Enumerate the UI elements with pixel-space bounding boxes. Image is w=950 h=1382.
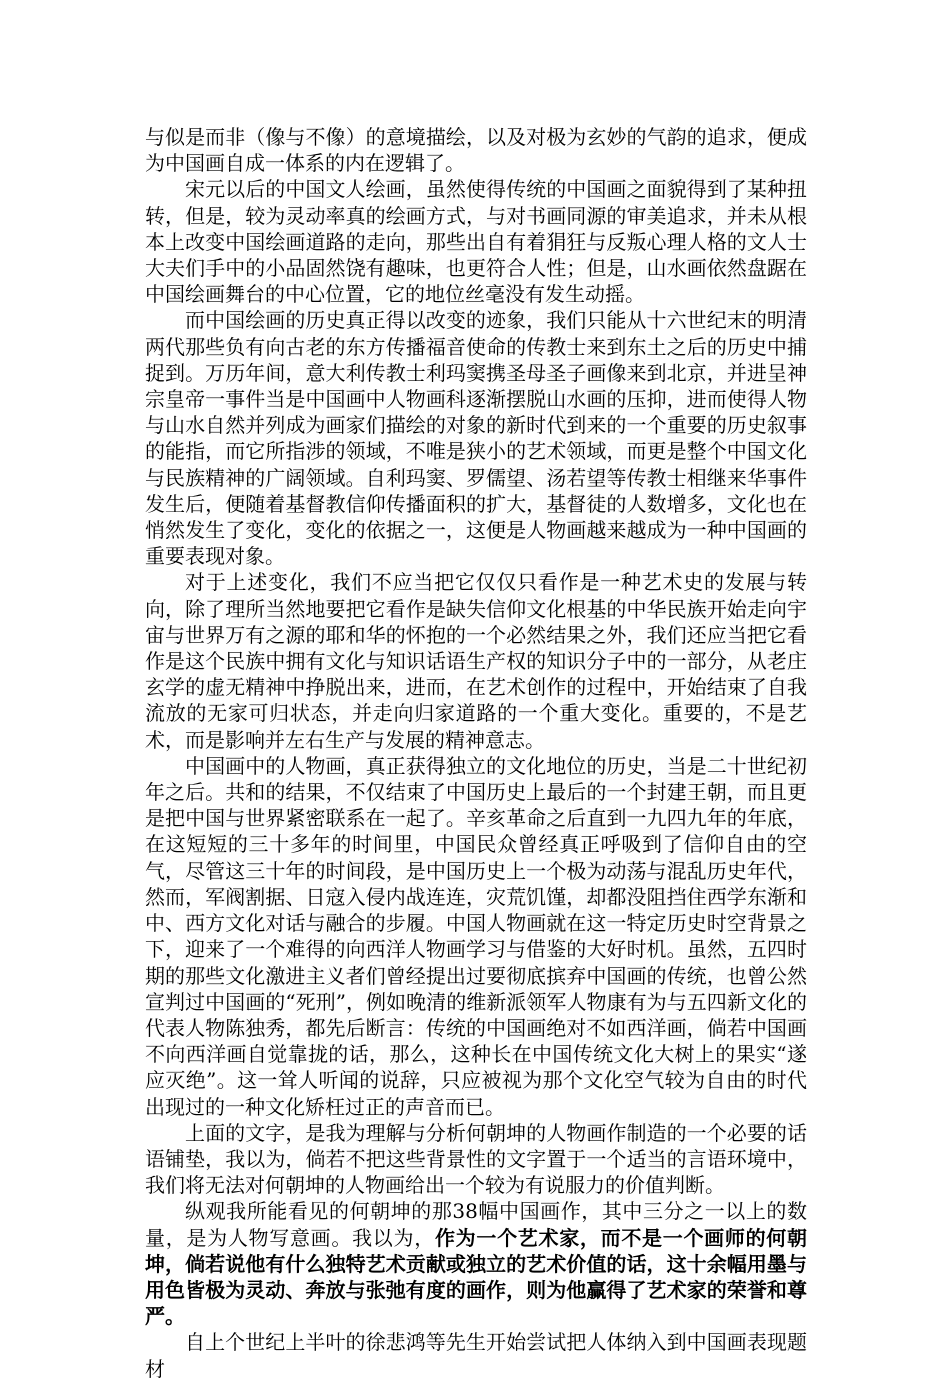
paragraph-text: 而中国绘画的历史真正得以改变的迹象，我们只能从十六世纪末的明清两代那些负有向古老的东方传播福音使命的传教士来到东土之后的历史中捕捉到。万历年间，意大利传教士利玛窦携圣母圣子画像来到北京，并进呈神宗皇帝一事件当是中国画中人物画科逐渐摆脱山水画的压抑，进而使得人物与山水自然并列成为画家们描绘的对象的新时代到来的一个重要的历史叙事的能指，而它所指涉的领域，不唯是狭小的艺术领域，而更是整个中国文化与民族精神的广阔领域。自利玛窦、罗儒望、汤若望等传教士相继来华事件发生后，便随着基督教信仰传播面积的扩大，基督徒的人数增多，文化也在悄然发生了变化，变化的依据之一，这便是人物画越来越成为一种中国画的重要表现对象。	[145, 308, 807, 569]
paragraph-3	[145, 307, 807, 569]
paragraph-text: 自上个世纪上半叶的徐悲鸿等先生开始尝试把人体纳入到中国画表现题材	[145, 1330, 807, 1381]
paragraph-5	[145, 753, 807, 1120]
paragraph-text: 上面的文字，是我为理解与分析何朝坤的人物画作制造的一个必要的话语铺垫，我以为，倘若不把这些背景性的文字置于一个适当的言语环境中，我们将无法对何朝坤的人物画给出一个较为有说服力的价值判断。	[145, 1120, 807, 1198]
paragraph-6	[145, 1120, 807, 1199]
document-body	[145, 124, 807, 1382]
paragraph-text: 宋元以后的中国文人绘画，虽然使得传统的中国画之面貌得到了某种扭转，但是，较为灵动率真的绘画方式，与对书画同源的审美追求，并未从根本上改变中国绘画道路的走向，那些出自有着狷狂与反叛心理人格的文人士大夫们手中的小品固然饶有趣味，也更符合人性；但是，山水画依然盘踞在中国绘画舞台的中心位置，它的地位丝毫没有发生动摇。	[145, 177, 807, 307]
paragraph-2	[145, 176, 807, 307]
paragraph-7	[145, 1198, 807, 1329]
paragraph-4	[145, 569, 807, 752]
paragraph-text: 纵观我所能看见的何朝坤的那38幅中国画作，其中三分之一以上的数量，是为人物写意画。我以为，	[145, 1199, 807, 1250]
paragraph-text: 对于上述变化，我们不应当把它仅仅只看作是一种艺术史的发展与转向，除了理所当然地要把它看作是缺失信仰文化根基的中华民族开始走向宇宙与世界万有之源的耶和华的怀抱的一个必然结果之外，我们还应当把它看作是这个民族中拥有文化与知识话语生产权的知识分子中的一部分，从老庄玄学的虚无精神中挣脱出来，进而，在艺术创作的过程中，开始结束了自我流放的无家可归状态，并走向归家道路的一个重大变化。重要的，不是艺术，而是影响并左右生产与发展的精神意志。	[145, 570, 807, 752]
paragraph-text: 与似是而非（像与不像）的意境描绘，以及对极为玄妙的气韵的追求，便成为中国画自成一体系的内在逻辑了。	[145, 125, 807, 176]
emphasized-text: 作为一个艺术家，而不是一个画师的何朝坤，倘若说他有什么独特艺术贡献或独立的艺术价值的话，这十余幅用墨与用色皆极为灵动、奔放与张弛有度的画作，则为他赢得了艺术家的荣誉和尊严。	[145, 1225, 808, 1329]
paragraph-8	[145, 1329, 807, 1381]
paragraph-text: 中国画中的人物画，真正获得独立的文化地位的历史，当是二十世纪初年之后。共和的结果，不仅结束了中国历史上最后的一个封建王朝，而且更是把中国与世界紧密联系在一起了。辛亥革命之后直到一九四九年的年底，在这短短的三十多年的时间里，中国民众曾经真正呼吸到了信仰自由的空气，尽管这三十年的时间段，是中国历史上一个极为动荡与混乱历史年代，然而，军阀割据、日寇入侵内战连连，灾荒饥馑，却都没阻挡住西学东渐和中、西方文化对话与融合的步履。中国人物画就在这一特定历史时空背景之下，迎来了一个难得的向西洋人物画学习与借鉴的大好时机。虽然，五四时期的那些文化激进主义者们曾经提出过要彻底摈弃中国画的传统，也曾公然宣判过中国画的“死刑”，例如晚清的维新派领军人物康有为与五四新文化的代表人物陈独秀，都先后断言：传统的中国画绝对不如西洋画，倘若中国画不向西洋画自觉靠拢的话，那么，这种长在中国传统文化大树上的果实“遂应灭绝”。这一耸人听闻的说辞，只应被视为那个文化空气较为自由的时代出现过的一种文化矫枉过正的声音而已。	[145, 753, 807, 1119]
paragraph-1	[145, 124, 807, 176]
